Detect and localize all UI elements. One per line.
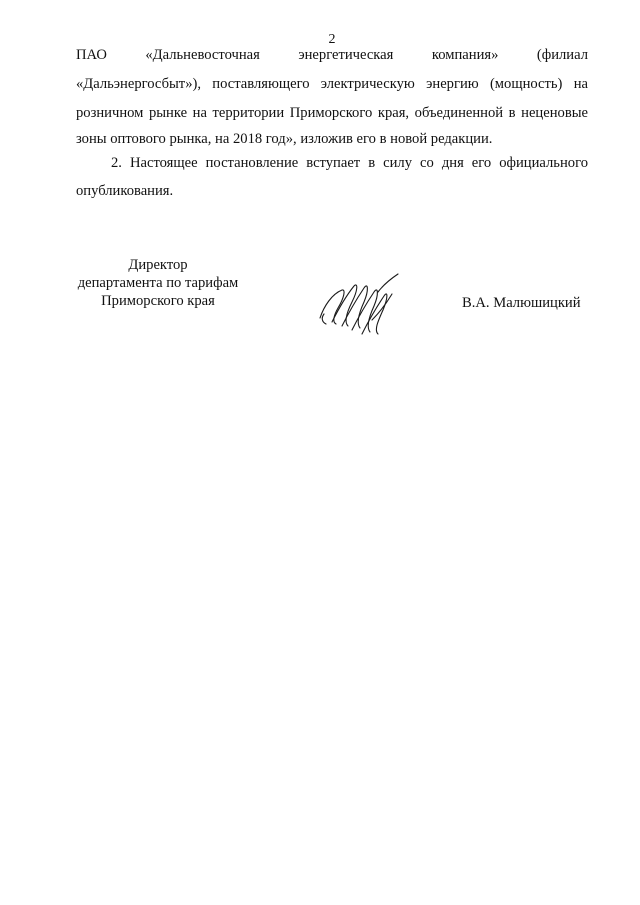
paragraph-1-line-4: зоны оптового рынка, на 2018 год», изложив его в новой редакции. bbox=[76, 131, 493, 147]
signatory-position-line-1: Директор bbox=[128, 257, 188, 273]
signatory-position-line-3: Приморского края bbox=[101, 293, 215, 309]
paragraph-1-line-1: ПАО «Дальневосточная энергетическая компания» (филиал bbox=[76, 47, 588, 63]
paragraph-2-line-2: опубликования. bbox=[76, 183, 174, 199]
handwritten-signature bbox=[312, 270, 408, 340]
page-number: 2 bbox=[328, 32, 336, 47]
paragraph-2-line-1: 2. Настоящее постановление вступает в силу со дня его официального bbox=[111, 155, 588, 171]
signatory-name: В.А. Малюшицкий bbox=[462, 295, 581, 311]
signatory-position-line-2: департамента по тарифам bbox=[77, 275, 239, 291]
paragraph-1-line-2: «Дальэнергосбыт»), поставляющего электрическую энергию (мощность) на bbox=[76, 76, 588, 92]
paragraph-1-line-3: розничном рынке на территории Приморского края, объединенной в неценовые bbox=[76, 105, 588, 121]
signatory-position bbox=[54, 256, 262, 310]
